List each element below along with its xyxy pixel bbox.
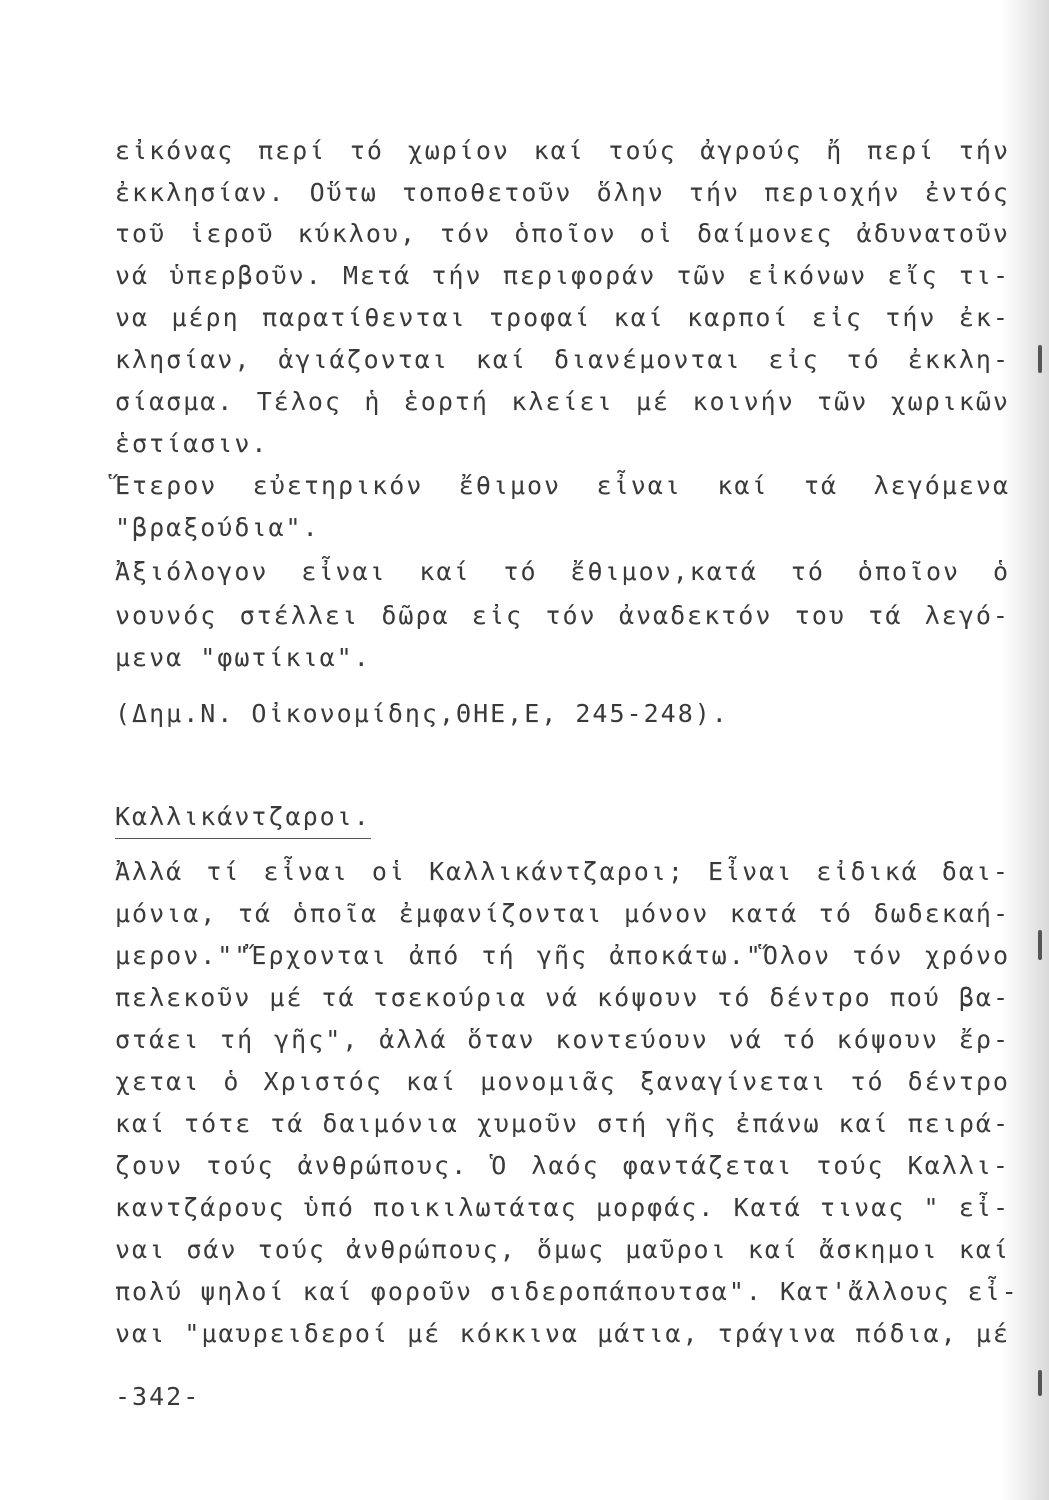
text-line: ἐκκλησίαν. Οὕτω τοποθετοῦν ὅλην τήν περιοχήν ἐντός [115, 178, 1010, 207]
text-line: καί τότε τά δαιμόνια χυμοῦν στή γῆς ἐπάνω καί πειρά- [115, 1109, 1010, 1138]
binding-mark [1038, 1370, 1042, 1396]
text-line: να μέρη παρατίθενται τροφαί καί καρποί εἰς τήν ἐκ- [115, 303, 1010, 332]
text-line: πολύ ψηλοί καί φοροῦν σιδεροπάπουτσα". Κατ'ἄλλους εἶ- [115, 1277, 1019, 1306]
text-line: ζουν τούς ἀνθρώπους. Ὁ λαός φαντάζεται τούς Καλλι- [115, 1151, 1010, 1180]
text-line: Ἀλλά τί εἶναι οἱ Καλλικάντζαροι; Εἶναι εἰδικά δαι- [115, 857, 1010, 886]
text-line: πελεκοῦν μέ τά τσεκούρια νά κόψουν τό δέντρο πού βα- [115, 983, 1010, 1012]
text-line: Ἕτερον εὐετηρικόν ἔθιμον εἶναι καί τά λεγόμενα [115, 471, 1010, 500]
text-line: μερον.""Ἔρχονται ἀπό τή γῆς ἀποκάτω."Ὅλον τόν χρόνο [115, 941, 1010, 970]
text-line: κλησίαν, ἁγιάζονται καί διανέμονται εἰς τό ἐκκλη- [115, 345, 1010, 374]
binding-mark [1038, 345, 1042, 373]
text-line: μενα "φωτίκια". [115, 643, 371, 672]
text-line: "βραξούδια". [115, 513, 320, 542]
text-line: τοῦ ἱεροῦ κύκλου, τόν ὁποῖον οἱ δαίμονες ἀδυνατοῦν [115, 219, 1010, 248]
text-line: χεται ὁ Χριστός καί μονομιᾶς ξαναγίνεται τό δέντρο [115, 1067, 1010, 1096]
page-number: -342- [115, 1382, 201, 1411]
text-line: ναι "μαυρειδεροί μέ κόκκινα μάτια, τράγινα πόδια, μέ [115, 1319, 1010, 1348]
text-line: στάει τή γῆς", ἀλλά ὅταν κοντεύουν νά τό κόψουν ἔρ- [115, 1025, 1010, 1054]
text-line: νουνός στέλλει δῶρα εἰς τόν ἀναδεκτόν του τά λεγό- [115, 601, 1010, 630]
text-line: μόνια, τά ὁποῖα ἐμφανίζονται μόνον κατά τό δωδεκαή- [115, 899, 1010, 928]
binding-mark [1038, 930, 1042, 960]
citation-line: (Δημ.Ν. Οἰκονομίδης,ΘΗΕ,Ε, 245-248). [115, 699, 729, 728]
text-line: ναι σάν τούς ἀνθρώπους, ὅμως μαῦροι καί ἄσκημοι καί [115, 1235, 1010, 1264]
text-line: νά ὑπερβοῦν. Μετά τήν περιφοράν τῶν εἰκόνων εἴς τι- [115, 261, 1010, 290]
section-heading: Καλλικάντζαροι. [115, 798, 371, 839]
text-line: καντζάρους ὑπό ποικιλωτάτας μορφάς. Κατά τινας " εἶ- [115, 1193, 1010, 1222]
text-line: σίασμα. Τέλος ἡ ἑορτή κλείει μέ κοινήν τῶν χωρικῶν [115, 387, 1010, 416]
text-line: ἑστίασιν. [115, 429, 269, 458]
text-line: Ἀξιόλογον εἶναι καί τό ἔθιμον,κατά τό ὁποῖον ὁ [115, 557, 1010, 586]
text-line: εἰκόνας περί τό χωρίον καί τούς ἀγρούς ἤ περί τήν [115, 136, 1010, 165]
